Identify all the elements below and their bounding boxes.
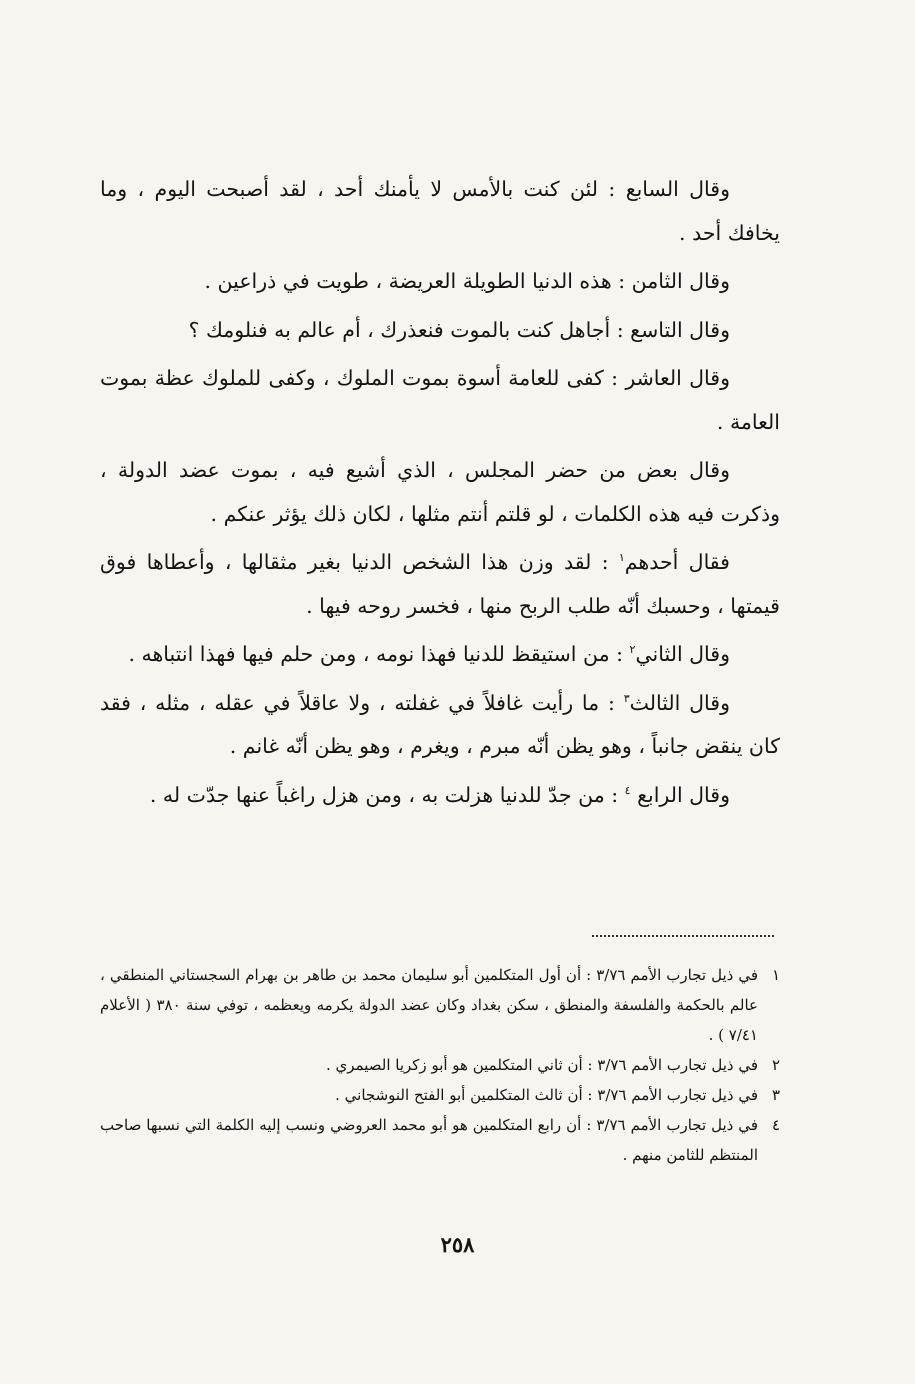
footnote-ref: ٣ (623, 691, 630, 705)
paragraph: وقال الثامن : هذه الدنيا الطويلة العريضة ، طويت في ذراعين . (204, 269, 730, 293)
footnote-text: في ذيل تجارب الأمم ٣/٧٦ : أن رابع المتكلمين هو أبو محمد العروضي ونسب إليه الكلمة التي نسبها صاحب المنتظم للثامن منهم . (100, 1116, 758, 1164)
paragraph-rest: : من استيقظ للدنيا فهذا نومه ، ومن حلم فيها فهذا انتباهه . (128, 642, 630, 666)
paragraph-lead: وقال الرابع (630, 782, 730, 807)
footnote-text: في ذيل تجارب الأمم ٣/٧٦ : أن ثاني المتكلمين هو أبو زكريا الصيمري . (326, 1056, 758, 1074)
paragraph: وقال السابع : لئن كنت بالأمس لا يأمنك أحد ، لقد أصبحت اليوم ، وما يخافك أحد . (100, 177, 780, 245)
footnote (100, 1110, 780, 1170)
page-number: ٢٥٨ (440, 1232, 475, 1257)
main-text (100, 168, 780, 822)
footnote-text: في ذيل تجارب الأمم ٣/٧٦ : أن أول المتكلمين أبو سليمان محمد بن طاهر بن بهرام السجستاني المنطقي ، عالم بالحكمة والفلسفة والمنطق ، سكن بغداد وكان عضد الدولة يكرمه ويعظمه ، توفي سنة ٣٨٠ ( الأعلام ٧/٤١ ) . (100, 966, 758, 1044)
paragraph: وقال العاشر : كفى للعامة أسوة بموت الملوك ، وكفى للملوك عظة بموت العامة . (100, 366, 780, 434)
paragraph: وقال بعض من حضر المجلس ، الذي أشيع فيه ، بموت عضد الدولة ، وذكرت فيه هذه الكلمات ، لو قلتم أنتم مثلها ، لكان ذلك يؤثر عنكم . (100, 458, 780, 526)
footnote-number: ١ (771, 966, 780, 984)
footnote-text: في ذيل تجارب الأمم ٣/٧٦ : أن ثالث المتكلمين أبو الفتح النوشجاني . (335, 1086, 758, 1104)
footnote-ref: ١ (618, 551, 625, 565)
paragraph: وقال التاسع : أجاهل كنت بالموت فنعذرك ، أم عالم به فنلومك ؟ (188, 317, 730, 342)
footnote (100, 960, 780, 1050)
paragraph-rest: : لقد وزن هذا الشخص الدنيا بغير مثقالها ، وأعطاها فوق قيمتها ، وحسبك أنّه طلب الربح منها ، فخسر روحه فيها . (100, 550, 780, 618)
footnotes (100, 960, 780, 1170)
paragraph-lead: وقال الثاني (635, 642, 730, 666)
paragraph (100, 774, 780, 818)
paragraph-rest: : ما رأيت غافلاً في غفلته ، ولا عاقلاً في عقله ، مثله ، فقد كان ينقض جانباً ، وهو يظن أنّه مبرم ، ويغرم ، وهو يظن أنّه غانم . (100, 690, 780, 758)
paragraph-lead: فقال أحدهم (624, 550, 730, 574)
paragraph (100, 541, 780, 628)
footnote-ref: ٢ (629, 643, 636, 657)
footnote-number: ٤ (771, 1116, 780, 1134)
footnote-number: ٣ (771, 1086, 780, 1104)
footnote (100, 1080, 780, 1110)
footnote (100, 1050, 780, 1080)
footnote-ref: ٤ (624, 783, 631, 797)
footnote-number: ٢ (771, 1056, 780, 1074)
paragraph (100, 682, 780, 769)
paragraph-rest: : من جدّ للدنيا هزلت به ، ومن هزل راغباً عنها جدّت له . (149, 782, 625, 807)
footnote-separator (592, 935, 774, 937)
paragraph (100, 633, 780, 677)
paragraph-lead: وقال الثالث (629, 690, 731, 715)
